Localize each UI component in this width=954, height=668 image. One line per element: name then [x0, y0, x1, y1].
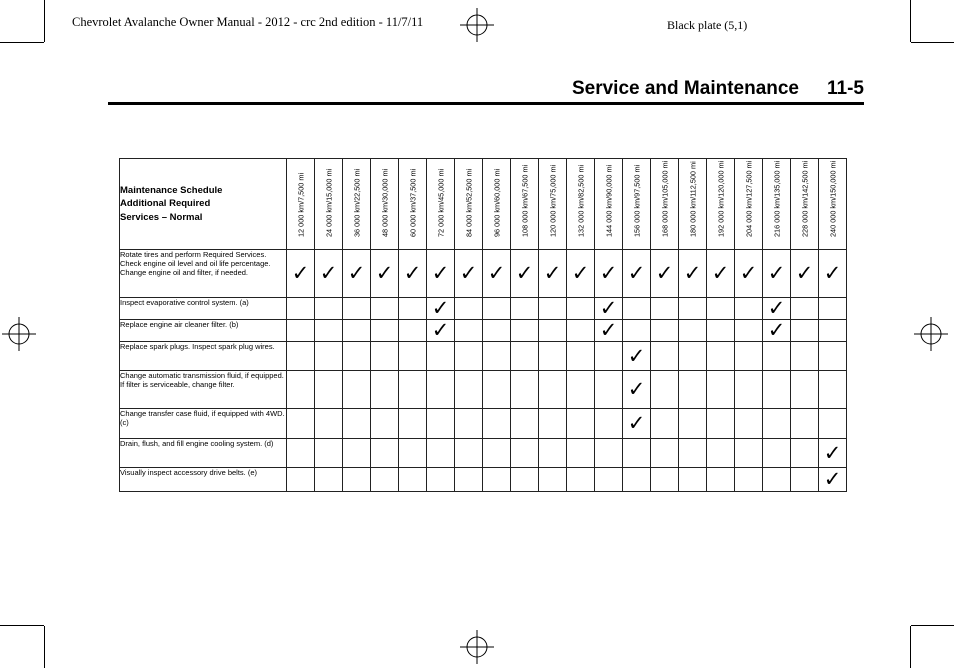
interval-label: 228 000 km/142,500 mi [800, 160, 809, 237]
empty-cell [511, 342, 539, 371]
service-description: Change transfer case fluid, if equipped with 4WD. (c) [120, 409, 287, 439]
empty-cell [315, 342, 343, 371]
empty-cell [483, 320, 511, 342]
interval-label: 144 000 km/90,000 mi [604, 164, 613, 237]
empty-cell [623, 320, 651, 342]
interval-header [679, 159, 707, 250]
table-row [120, 439, 847, 468]
interval-header [735, 159, 763, 250]
maintenance-schedule-table [119, 158, 847, 492]
empty-cell [511, 298, 539, 320]
empty-cell [343, 468, 371, 492]
service-description: Visually inspect accessory drive belts. (e) [120, 468, 287, 492]
empty-cell [287, 371, 315, 409]
interval-label: 48 000 km/30,000 mi [380, 168, 389, 237]
empty-cell [735, 371, 763, 409]
table-row [120, 409, 847, 439]
check-mark-icon: ✓ [763, 250, 791, 298]
empty-cell [539, 320, 567, 342]
empty-cell [287, 409, 315, 439]
empty-cell [511, 320, 539, 342]
check-mark-icon: ✓ [539, 250, 567, 298]
service-description: Change automatic transmission fluid, if equipped. If filter is serviceable, change filter. [120, 371, 287, 409]
empty-cell [595, 342, 623, 371]
interval-header-row [120, 159, 847, 250]
interval-header [707, 159, 735, 250]
empty-cell [399, 371, 427, 409]
section-title-text: Service and Maintenance [571, 78, 800, 99]
interval-label: 156 000 km/97,500 mi [632, 164, 641, 237]
check-mark-icon: ✓ [763, 298, 791, 320]
plate-label: Black plate (5,1) [667, 18, 748, 32]
crop-mark [44, 626, 45, 668]
check-mark-icon: ✓ [399, 250, 427, 298]
check-mark-icon: ✓ [595, 320, 623, 342]
interval-label: 96 000 km/60,000 mi [492, 168, 501, 237]
empty-cell [819, 298, 847, 320]
check-mark-icon: ✓ [427, 250, 455, 298]
check-mark-icon: ✓ [343, 250, 371, 298]
empty-cell [595, 439, 623, 468]
empty-cell [679, 468, 707, 492]
check-mark-icon: ✓ [791, 250, 819, 298]
empty-cell [735, 468, 763, 492]
check-mark-icon: ✓ [679, 250, 707, 298]
empty-cell [315, 409, 343, 439]
interval-header [287, 159, 315, 250]
empty-cell [567, 320, 595, 342]
empty-cell [707, 468, 735, 492]
schedule-heading-line: Maintenance Schedule [120, 184, 223, 196]
empty-cell [399, 298, 427, 320]
empty-cell [343, 320, 371, 342]
interval-header [763, 159, 791, 250]
crop-mark [0, 625, 44, 626]
empty-cell [511, 409, 539, 439]
table-row [120, 342, 847, 371]
empty-cell [679, 371, 707, 409]
empty-cell [651, 371, 679, 409]
running-head: Chevrolet Avalanche Owner Manual - 2012 - crc 2nd edition - 11/7/11 [72, 15, 424, 29]
service-description: Inspect evaporative control system. (a) [120, 298, 287, 320]
empty-cell [791, 320, 819, 342]
empty-cell [791, 468, 819, 492]
empty-cell [595, 468, 623, 492]
check-mark-icon: ✓ [483, 250, 511, 298]
service-description: Rotate tires and perform Required Services. Check engine oil level and oil life percentage. Change engine oil and filter, if needed. [120, 250, 287, 298]
empty-cell [371, 439, 399, 468]
empty-cell [651, 409, 679, 439]
empty-cell [567, 409, 595, 439]
check-mark-icon: ✓ [427, 298, 455, 320]
empty-cell [399, 409, 427, 439]
empty-cell [483, 371, 511, 409]
empty-cell [371, 298, 399, 320]
empty-cell [595, 409, 623, 439]
empty-cell [511, 439, 539, 468]
schedule-heading-line: Additional Required [120, 198, 211, 210]
check-mark-icon: ✓ [287, 250, 315, 298]
interval-header [483, 159, 511, 250]
empty-cell [287, 439, 315, 468]
empty-cell [455, 371, 483, 409]
empty-cell [819, 409, 847, 439]
empty-cell [679, 298, 707, 320]
empty-cell [679, 320, 707, 342]
interval-label: 168 000 km/105,000 mi [660, 160, 669, 237]
empty-cell [763, 342, 791, 371]
empty-cell [763, 371, 791, 409]
empty-cell [567, 298, 595, 320]
check-mark-icon: ✓ [707, 250, 735, 298]
registration-target-icon [2, 317, 36, 351]
empty-cell [539, 298, 567, 320]
empty-cell [343, 439, 371, 468]
empty-cell [763, 409, 791, 439]
interval-label: 132 000 km/82,500 mi [576, 164, 585, 237]
interval-label: 72 000 km/45,000 mi [436, 168, 445, 237]
crop-mark [911, 42, 954, 43]
empty-cell [819, 320, 847, 342]
interval-header [819, 159, 847, 250]
empty-cell [287, 320, 315, 342]
empty-cell [763, 468, 791, 492]
registration-target-icon [460, 8, 494, 42]
empty-cell [707, 409, 735, 439]
check-mark-icon: ✓ [371, 250, 399, 298]
table-row [120, 250, 847, 298]
check-mark-icon: ✓ [623, 409, 651, 439]
empty-cell [315, 298, 343, 320]
check-mark-icon: ✓ [819, 439, 847, 468]
empty-cell [455, 298, 483, 320]
empty-cell [707, 320, 735, 342]
empty-cell [371, 320, 399, 342]
check-mark-icon: ✓ [511, 250, 539, 298]
registration-target-icon [460, 630, 494, 664]
empty-cell [651, 342, 679, 371]
table-row [120, 371, 847, 409]
empty-cell [455, 468, 483, 492]
empty-cell [483, 409, 511, 439]
title-rule [108, 102, 864, 105]
interval-header [427, 159, 455, 250]
empty-cell [343, 371, 371, 409]
empty-cell [539, 409, 567, 439]
check-mark-icon: ✓ [455, 250, 483, 298]
empty-cell [819, 342, 847, 371]
check-mark-icon: ✓ [595, 298, 623, 320]
empty-cell [735, 409, 763, 439]
empty-cell [679, 342, 707, 371]
empty-cell [371, 342, 399, 371]
empty-cell [399, 320, 427, 342]
empty-cell [511, 468, 539, 492]
empty-cell [371, 371, 399, 409]
empty-cell [483, 468, 511, 492]
empty-cell [315, 468, 343, 492]
interval-label: 108 000 km/67,500 mi [520, 164, 529, 237]
service-description: Drain, flush, and fill engine cooling system. (d) [120, 439, 287, 468]
schedule-heading-line: Services – Normal [120, 211, 203, 223]
empty-cell [735, 342, 763, 371]
empty-cell [791, 371, 819, 409]
empty-cell [483, 342, 511, 371]
check-mark-icon: ✓ [567, 250, 595, 298]
crop-mark [910, 0, 911, 42]
interval-label: 12 000 km/7,500 mi [296, 172, 305, 237]
check-mark-icon: ✓ [595, 250, 623, 298]
schedule-heading [120, 159, 287, 250]
empty-cell [707, 371, 735, 409]
check-mark-icon: ✓ [819, 250, 847, 298]
interval-header [371, 159, 399, 250]
check-mark-icon: ✓ [623, 250, 651, 298]
interval-label: 36 000 km/22,500 mi [352, 168, 361, 237]
check-mark-icon: ✓ [623, 342, 651, 371]
empty-cell [287, 342, 315, 371]
empty-cell [623, 468, 651, 492]
empty-cell [511, 371, 539, 409]
empty-cell [735, 320, 763, 342]
check-mark-icon: ✓ [427, 320, 455, 342]
check-mark-icon: ✓ [819, 468, 847, 492]
empty-cell [539, 342, 567, 371]
empty-cell [399, 468, 427, 492]
service-description: Replace engine air cleaner filter. (b) [120, 320, 287, 342]
interval-header [511, 159, 539, 250]
section-title [572, 78, 864, 100]
interval-label: 120 000 km/75,000 mi [548, 164, 557, 237]
empty-cell [455, 320, 483, 342]
empty-cell [399, 439, 427, 468]
interval-label: 24 000 km/15,000 mi [324, 168, 333, 237]
interval-header [399, 159, 427, 250]
empty-cell [707, 298, 735, 320]
empty-cell [567, 342, 595, 371]
empty-cell [651, 468, 679, 492]
table-row [120, 298, 847, 320]
empty-cell [427, 371, 455, 409]
check-mark-icon: ✓ [623, 371, 651, 409]
empty-cell [371, 409, 399, 439]
interval-label: 84 000 km/52,500 mi [464, 168, 473, 237]
interval-label: 180 000 km/112,500 mi [688, 161, 697, 237]
empty-cell [735, 439, 763, 468]
empty-cell [455, 439, 483, 468]
table-row [120, 320, 847, 342]
empty-cell [567, 439, 595, 468]
empty-cell [427, 439, 455, 468]
crop-mark [911, 625, 954, 626]
interval-header [651, 159, 679, 250]
interval-header [567, 159, 595, 250]
interval-label: 204 000 km/127,500 mi [744, 160, 753, 237]
empty-cell [427, 409, 455, 439]
interval-header [315, 159, 343, 250]
empty-cell [679, 409, 707, 439]
interval-label: 216 000 km/135,000 mi [772, 160, 781, 237]
check-mark-icon: ✓ [763, 320, 791, 342]
empty-cell [791, 298, 819, 320]
table-row [120, 468, 847, 492]
empty-cell [567, 468, 595, 492]
interval-header [455, 159, 483, 250]
interval-header [791, 159, 819, 250]
empty-cell [483, 298, 511, 320]
registration-target-icon [914, 317, 948, 351]
empty-cell [399, 342, 427, 371]
empty-cell [315, 371, 343, 409]
empty-cell [707, 342, 735, 371]
empty-cell [623, 298, 651, 320]
empty-cell [315, 439, 343, 468]
crop-mark [0, 42, 44, 43]
service-description: Replace spark plugs. Inspect spark plug wires. [120, 342, 287, 371]
empty-cell [651, 439, 679, 468]
check-mark-icon: ✓ [315, 250, 343, 298]
empty-cell [539, 439, 567, 468]
crop-mark [910, 626, 911, 668]
check-mark-icon: ✓ [735, 250, 763, 298]
empty-cell [735, 298, 763, 320]
page-number: 11-5 [827, 78, 864, 99]
empty-cell [595, 371, 623, 409]
interval-label: 192 000 km/120,000 mi [716, 160, 725, 237]
interval-label: 240 000 km/150,000 mi [828, 160, 837, 237]
empty-cell [287, 468, 315, 492]
empty-cell [651, 320, 679, 342]
empty-cell [791, 409, 819, 439]
empty-cell [539, 468, 567, 492]
empty-cell [819, 371, 847, 409]
empty-cell [623, 439, 651, 468]
check-mark-icon: ✓ [651, 250, 679, 298]
empty-cell [679, 439, 707, 468]
interval-header [623, 159, 651, 250]
empty-cell [455, 342, 483, 371]
empty-cell [343, 298, 371, 320]
empty-cell [483, 439, 511, 468]
empty-cell [791, 342, 819, 371]
crop-mark [44, 0, 45, 42]
interval-header [595, 159, 623, 250]
empty-cell [343, 409, 371, 439]
empty-cell [707, 439, 735, 468]
empty-cell [763, 439, 791, 468]
empty-cell [287, 298, 315, 320]
empty-cell [791, 439, 819, 468]
interval-label: 60 000 km/37,500 mi [408, 168, 417, 237]
empty-cell [427, 342, 455, 371]
empty-cell [539, 371, 567, 409]
empty-cell [651, 298, 679, 320]
empty-cell [427, 468, 455, 492]
empty-cell [315, 320, 343, 342]
empty-cell [343, 342, 371, 371]
empty-cell [567, 371, 595, 409]
interval-header [539, 159, 567, 250]
interval-header [343, 159, 371, 250]
empty-cell [371, 468, 399, 492]
empty-cell [455, 409, 483, 439]
